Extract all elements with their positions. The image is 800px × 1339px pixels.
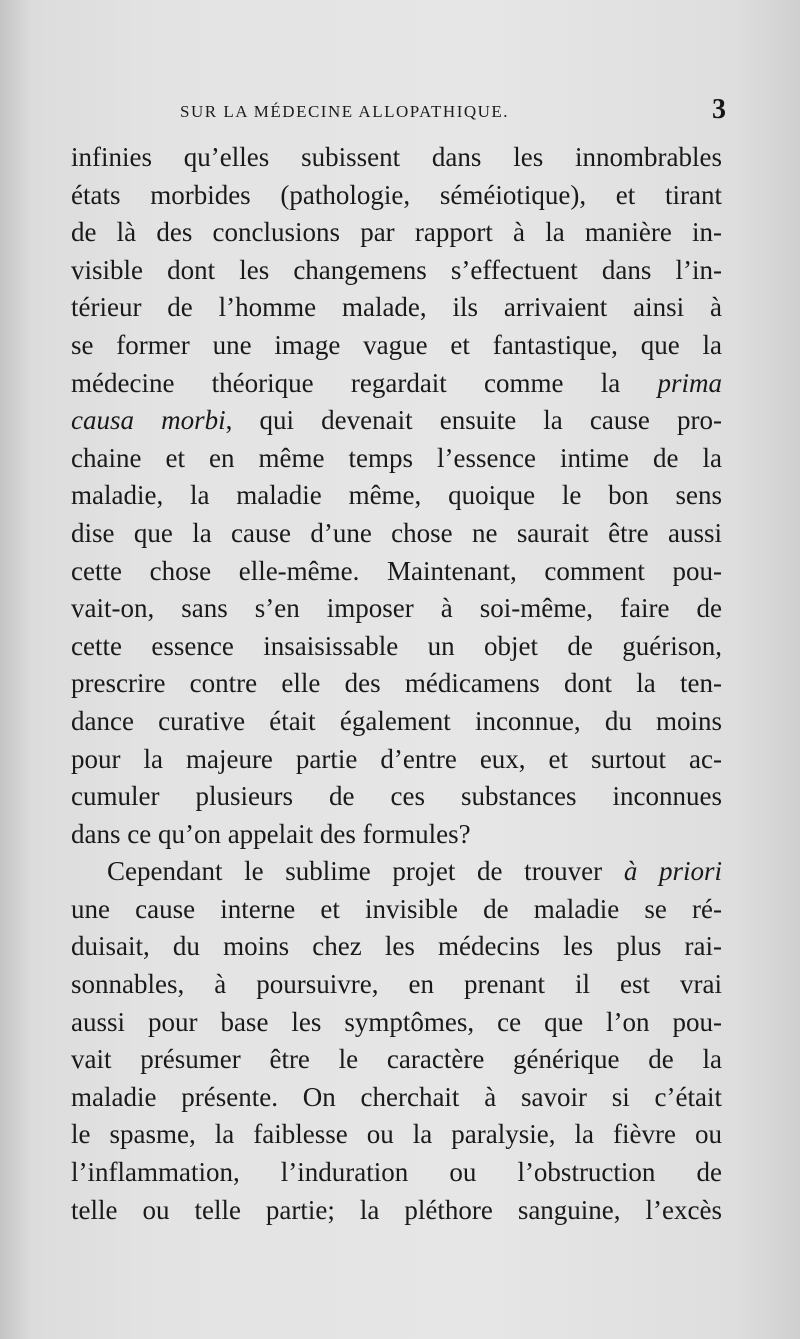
- text-run: médecine théorique regardait comme la: [71, 367, 658, 398]
- italic-text: prima: [657, 367, 722, 398]
- running-head-title: SUR LA MÉDECINE ALLOPATHIQUE.: [180, 102, 510, 121]
- text-line: états morbides (pathologie, séméiotique), et tirant: [71, 179, 722, 210]
- text-line: dans ce qu’on appelait des formules?: [71, 818, 471, 849]
- text-line: vait présumer être le caractère générique de la: [71, 1044, 722, 1075]
- text-line: maladie, la maladie même, quoique le bon sens: [71, 480, 722, 511]
- text-line: pour la majeure partie d’entre eux, et surtout ac-: [71, 743, 722, 774]
- text-line: [71, 402, 722, 440]
- text-line: infinies qu’elles subissent dans les innombrables: [71, 142, 722, 172]
- text-line: sonnables, à poursuivre, en prenant il est vrai: [71, 969, 722, 1000]
- text-line: vait-on, sans s’en imposer à soi-même, faire de: [71, 593, 722, 624]
- text-line: cumuler plusieurs de ces substances inconnues: [71, 781, 722, 812]
- text-line: le spasme, la faiblesse ou la paralysie, la fièvre ou: [71, 1119, 722, 1150]
- text-line: telle ou telle partie; la pléthore sanguine, l’excès: [71, 1194, 722, 1225]
- italic-text: à priori: [623, 856, 722, 887]
- running-head: [70, 94, 726, 130]
- text-line: maladie présente. On cherchait à savoir si c’était: [71, 1081, 722, 1112]
- text-run: , qui devenait ensuite la cause pro-: [225, 405, 722, 436]
- text-line: de là des conclusions par rapport à la manière in-: [71, 217, 722, 248]
- italic-text: causa morbi: [71, 405, 226, 436]
- text-line: dise que la cause d’une chose ne saurait être aussi: [71, 517, 722, 548]
- text-line: térieur de l’homme malade, ils arrivaient ainsi à: [71, 292, 722, 323]
- text-line: [71, 365, 722, 403]
- text-line: [71, 853, 722, 891]
- page-number: 3: [712, 94, 726, 125]
- text-line: chaine et en même temps l’essence intime de la: [71, 442, 722, 473]
- text-line: une cause interne et invisible de maladie se ré-: [71, 893, 722, 924]
- text-line: visible dont les changemens s’effectuent dans l’in-: [71, 254, 722, 285]
- text-line: prescrire contre elle des médicamens dont la ten-: [71, 668, 722, 699]
- body-text: [71, 139, 722, 1229]
- text-run: Cependant le sublime projet de trouver: [107, 856, 624, 887]
- text-line: aussi pour base les symptômes, ce que l’on pou-: [71, 1006, 722, 1037]
- text-line: cette essence insaisissable un objet de guérison,: [71, 630, 722, 661]
- text-line: dance curative était également inconnue, du moins: [71, 705, 722, 736]
- text-line: duisait, du moins chez les médecins les plus rai-: [71, 931, 722, 962]
- text-line: l’inflammation, l’induration ou l’obstruction de: [71, 1157, 722, 1188]
- text-line: se former une image vague et fantastique, que la: [71, 329, 722, 360]
- text-line: cette chose elle-même. Maintenant, comment pou-: [71, 555, 722, 586]
